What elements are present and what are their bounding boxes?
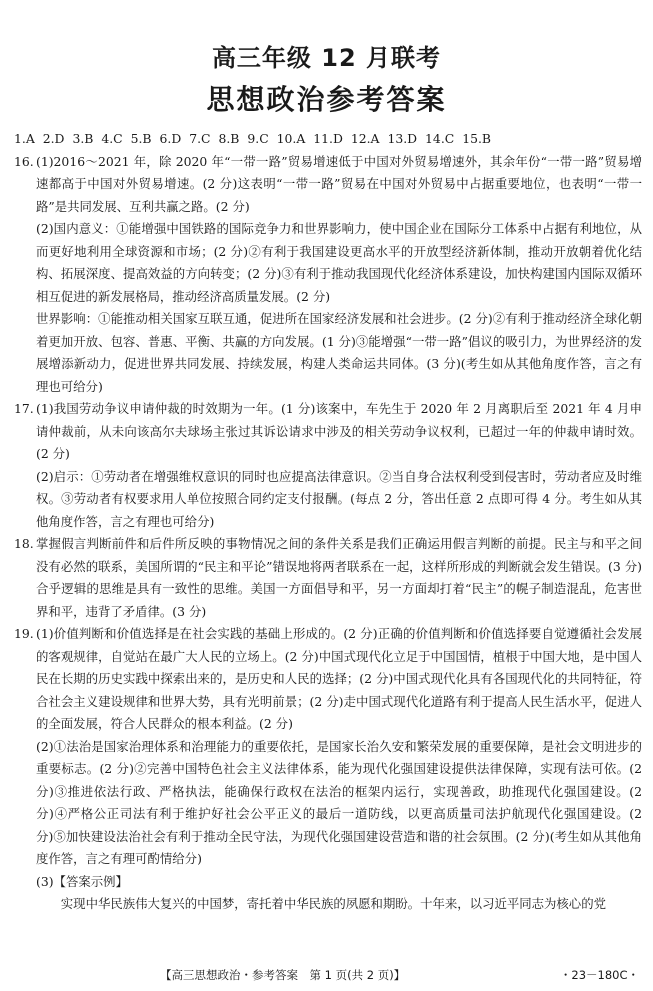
- question-18: [14, 533, 642, 623]
- answer-item: 14.C: [425, 131, 455, 146]
- paragraph: 掌握假言判断前件和后件所反映的事物情况之间的条件关系是我们正确运用假言判断的前提。民主与和平之间没有必然的联系，美国所谓的“民主和平论”错误地将两者联系在一起，这样所形成的判断就会发生错误。(3 分)合乎逻辑的思维是具有一致性的思维。美国一方面倡导和平，另一方面却打着“民主”的幌子制造混乱，危害世界和平，违背了矛盾律。(3 分): [36, 536, 642, 619]
- paragraph: 世界影响：①能推动相关国家互联互通，促进所在国家经济发展和社会进步。(2 分)②有利于推动经济全球化朝着更加开放、包容、普惠、平衡、共赢的方向发展。(1 分)③能增强“一带一路”倡议的吸引力，为世界经济的发展增添新动力，促进世界共同发展、持续发展，构建人类命运共同体。(3 分)(考生如从其他角度作答，言之有理也可给分): [36, 311, 642, 394]
- question-17: [14, 398, 642, 533]
- answer-item: 9.C: [247, 131, 269, 146]
- answer-item: 11.D: [313, 131, 343, 146]
- footer-code: ・23－180C・: [559, 968, 639, 982]
- answer-item: 3.B: [72, 131, 94, 146]
- question-number: 18.: [14, 536, 34, 551]
- footer-page-info: 【高三思想政治・参考答案 第 1 页(共 2 页)】: [160, 968, 406, 982]
- answer-item: 8.B: [218, 131, 240, 146]
- multiple-choice-answers: [14, 128, 642, 151]
- answer-item: 5.B: [130, 131, 152, 146]
- question-number: 16.: [14, 153, 34, 169]
- answer-item: 13.D: [387, 131, 418, 146]
- paragraph: (2)①法治是国家治理体系和治理能力的重要依托，是国家长治久安和繁荣发展的重要保障，是社会文明进步的重要标志。(2 分)②完善中国特色社会主义法律体系，能为现代化强国建设提供法律保障，实现有法可依。(2 分)③推进依法行政、严格执法，能确保行政权在法治的框架内运行，实现善政，助推现代化强国建设。(2 分)④严格公正司法有利于维护好社会公平正义的最后一道防线，以更高质量司法护航现代化强国建设。(2 分)⑤加快建设法治社会有利于推动全民守法，为现代化强国建设营造和谐的社会氛围。(2 分)(考生如从其他角度作答，言之有理可酌情给分): [36, 738, 642, 866]
- page-title: 高三年级 12 月联考: [211, 44, 442, 72]
- answer-body: [14, 128, 642, 916]
- paragraph: (1)2016～2021 年，除 2020 年“一带一路”贸易增速低于中国对外贸易增速外，其余年份“一带一路”贸易增速都高于中国对外贸易增速。(2 分)这表明“一带一路”贸易在中国对外贸易中占据重要地位，也表明“一带一路”是共同发展、互利共赢之路。(2 分): [36, 153, 642, 214]
- paragraph: 实现中华民族伟大复兴的中国梦，寄托着中华民族的夙愿和期盼。十年来，以习近平同志为核心的党: [60, 896, 606, 911]
- answer-item: 10.A: [276, 131, 306, 146]
- paragraph: (2)国内意义：①能增强中国铁路的国际竞争力和世界影响力，使中国企业在国际分工体系中占据有利地位，从而更好地利用全球资源和市场；(2 分)②有利于我国建设更高水平的开放型经济新体制，推动开放朝着优化结构、拓展深度、提高效益的方向转变；(2 分)③有利于推动我国现代化经济体系建设，加快构建国内国际双循环相互促进的新发展格局，推动经济高质量发展。(2 分): [36, 221, 642, 304]
- answer-item: 6.D: [159, 131, 182, 146]
- answer-item: 12.A: [350, 131, 380, 146]
- question-number: 17.: [14, 401, 34, 416]
- page-subtitle: 思想政治参考答案: [206, 83, 447, 116]
- question-19: [14, 623, 642, 916]
- answer-item: 2.D: [42, 131, 65, 146]
- answer-item: 7.C: [189, 131, 211, 146]
- question-16: [14, 151, 642, 399]
- answer-item: 1.A: [14, 131, 35, 146]
- paragraph: (1)价值判断和价值选择是在社会实践的基础上形成的。(2 分)正确的价值判断和价值选择要自觉遵循社会发展的客观规律，自觉站在最广大人民的立场上。(2 分)中国式现代化立足于中国国情，植根于中国大地，是中国人民在长期的历史实践中探索出来的，是历史和人民的选择；(2 分)中国式现代化具有各国现代化的共同特征，符合社会主义建设规律和世界大势，具有光明前景；(2 分)走中国式现代化道路有利于提高人民生活水平，促进人的全面发展，符合人民群众的根本利益。(2 分): [36, 626, 642, 731]
- answer-item: 4.C: [101, 131, 123, 146]
- paragraph: (1)我国劳动争议申请仲裁的时效期为一年。(1 分)该案中，车先生于 2020 年 2 月离职后至 2021 年 4 月申请仲裁前，从未向该高尔夫球场主张过其诉讼请求中涉及的相关劳动争议权利，已超过一年的仲裁申请时效。(2 分): [36, 401, 642, 461]
- answer-item: 15.B: [462, 131, 491, 146]
- question-number: 19.: [14, 626, 34, 641]
- paragraph: (2)启示：①劳动者在增强维权意识的同时也应提高法律意识。②当自身合法权利受到侵害时，劳动者应及时维权。③劳动者有权要求用人单位按照合同约定支付报酬。(每点 2 分，答出任意 2 点即可得 4 分。考生如从其他角度作答，言之有理也可给分): [36, 468, 642, 529]
- paragraph: (3)【答案示例】: [36, 873, 128, 889]
